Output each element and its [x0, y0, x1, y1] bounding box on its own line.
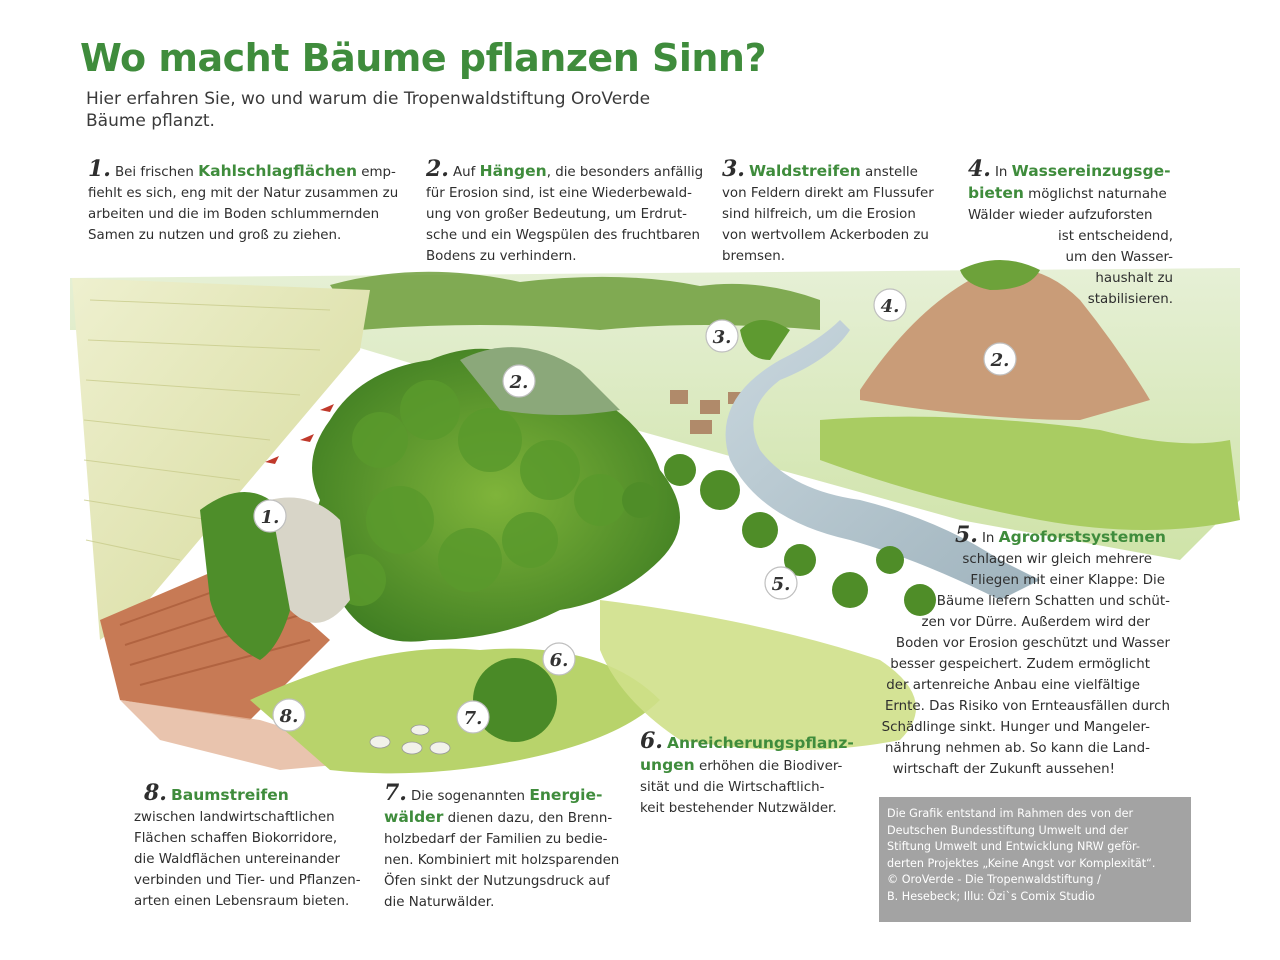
svg-text:8.: 8.	[279, 706, 299, 727]
marker-3	[706, 320, 738, 352]
svg-text:4.: 4.	[880, 296, 900, 317]
marker-2b	[984, 343, 1016, 375]
text-block-6: 6. Anreicherungspflanz- ungen erhöhen die Biodiver- sität und die Wirtschaftlich- keit bestehender Nutzwälder.	[640, 728, 854, 816]
page-title: Wo macht Bäume pflanzen Sinn?	[80, 36, 767, 80]
svg-text:1.: 1.	[260, 507, 280, 528]
credit-line: Die Grafik entstand im Rahmen des von der	[887, 807, 1134, 820]
svg-text:7.: 7.	[463, 708, 483, 729]
credit-line: Stiftung Umwelt und Entwicklung NRW geför-	[887, 840, 1140, 853]
text-block-7: 7. Die sogenannten Energie- wälder dienen dazu, den Brenn- holzbedarf der Familien zu bedie- nen. Kombiniert mit holzsparenden Öfen sinkt der Nutzungsdruck auf die Naturwälder.	[384, 780, 620, 910]
credit-box	[879, 797, 1191, 922]
subtitle-line-2: Bäume pflanzt.	[86, 111, 215, 131]
text-block-4: 4. In Wassereinzugsge- bieten möglichst naturnahe Wälder wieder aufzuforsten ist entscheidend, um den Wasser- haushalt zu stabilisieren.	[968, 156, 1173, 307]
text-block-3: 3. Waldstreifen anstelle von Feldern direkt am Flussufer sind hilfreich, um die Erosion von wertvollem Ackerboden zu bremsen.	[722, 156, 934, 264]
svg-text:2.: 2.	[509, 372, 529, 393]
subtitle-line-1: Hier erfahren Sie, wo und warum die Tropenwaldstiftung OroVerde	[86, 89, 651, 109]
credit-line: B. Hesebeck; Illu: Özi`s Comix Studio	[887, 889, 1095, 903]
text-block-5: 5. In Agroforstsystemen schlagen wir gleich mehrere Fliegen mit einer Klappe: Die Bäume liefern Schatten und schüt- zen vor Dürre. Außerdem wird der Boden vor Erosion geschützt und Wasser besser gespeichert. Zudem ermöglicht der artenreiche Anbau eine vielfältige Ernte. Das Risiko von Ernteausfällen durch Schädlinge sinkt. Hunger und Mangeler- nährung nehmen ab. So kann die Land- wirtschaft der Zukunft aussehen!	[881, 522, 1170, 777]
svg-text:6.: 6.	[549, 650, 569, 671]
text-block-8: 8. Baumstreifen zwischen landwirtschaftlichen Flächen schaffen Biokorridore, die Waldflächen untereinander verbinden und Tier- und Pflanzen- arten einen Lebensraum bieten.	[134, 780, 361, 909]
credit-line: © OroVerde - Die Tropenwaldstiftung /	[887, 873, 1101, 886]
svg-text:5.: 5.	[771, 574, 791, 595]
marker-1	[254, 500, 286, 532]
text-block-1: 1. Bei frischen Kahlschlagflächen emp- fiehlt es sich, eng mit der Natur zusammen zu arbeiten und die im Boden schlummernden Samen zu nutzen und groß zu ziehen.	[88, 156, 399, 243]
energy-forest	[473, 658, 557, 742]
credit-line: Deutschen Bundesstiftung Umwelt und der	[887, 823, 1129, 837]
svg-text:3.: 3.	[712, 327, 732, 348]
credit-line: derten Projektes „Keine Angst vor Komplexität“.	[887, 856, 1156, 870]
marker-2a	[503, 365, 535, 397]
marker-4	[874, 289, 906, 321]
text-block-2: 2. Auf Hängen, die besonders anfällig für Erosion sind, ist eine Wiederbewald- ung von großer Bedeutung, um Erdrut- sche und ein Wegspülen des fruchtbaren Bodens zu verhindern.	[426, 156, 704, 264]
svg-text:2.: 2.	[990, 350, 1010, 371]
marker-6	[543, 643, 575, 675]
marker-7	[457, 701, 489, 733]
marker-5	[765, 567, 797, 599]
marker-8	[273, 699, 305, 731]
page-subtitle	[86, 88, 686, 132]
